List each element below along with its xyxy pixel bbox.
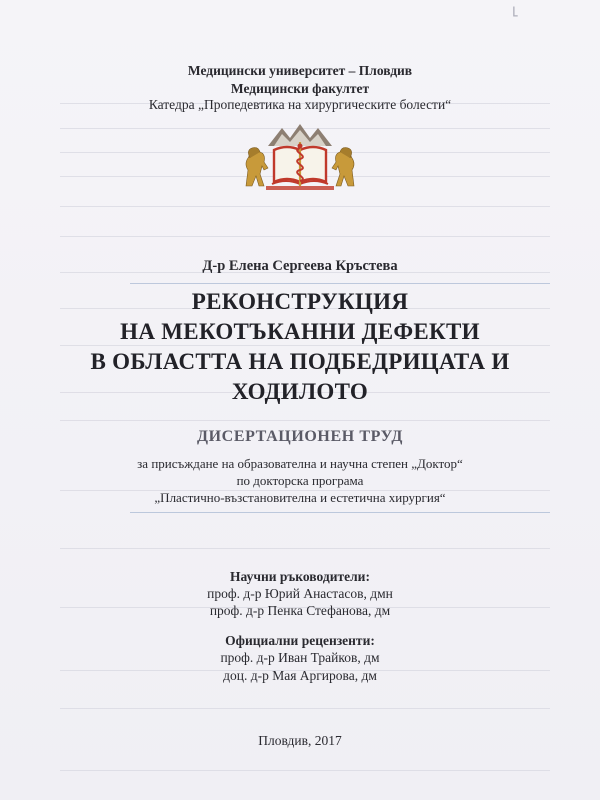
purpose-line: за присъждане на образователна и научна степен „Доктор“ [137,456,463,471]
thesis-title [0,287,600,407]
author-name: Д-р Елена Сергеева Кръстева [202,258,398,274]
reviewer-name: проф. д-р Иван Трайков, дм [220,650,380,665]
reviewers-heading: Официални рецензенти: [225,633,375,648]
title-line: РЕКОНСТРУКЦИЯ [191,289,409,314]
medical-university-plovdiv-emblem-icon [238,120,362,194]
supervisors-heading: Научни ръководители: [230,569,370,584]
supervisor-name: проф. д-р Пенка Стефанова, дм [209,603,391,618]
purpose-line: по докторска програма [236,473,364,488]
title-line: НА МЕКОТЪКАННИ ДЕФЕКТИ [120,319,480,344]
reviewers-list [0,649,600,685]
reviewer-name: доц. д-р Мая Аргирова, дм [223,668,377,683]
faculty-name: Медицински факултет [230,81,370,96]
document-type: ДИСЕРТАЦИОНЕН ТРУД [197,428,403,445]
department-name: Катедра „Пропедевтика на хирургическите болести“ [148,97,452,112]
university-name: Медицински университет – Пловдив [187,63,413,78]
margin-mark: ⌐ [505,4,525,19]
supervisor-name: проф. д-р Юрий Анастасов, дмн [207,586,393,601]
purpose-line: „Пластично-възстановителна и естетична хирургия“ [154,490,446,505]
degree-purpose [0,455,600,506]
title-line: ХОДИЛОТО [231,379,369,404]
title-line: В ОБЛАСТТА НА ПОДБЕДРИЦАТА И [90,349,510,374]
place-and-year: Пловдив, 2017 [258,733,342,748]
supervisors-list [0,585,600,619]
